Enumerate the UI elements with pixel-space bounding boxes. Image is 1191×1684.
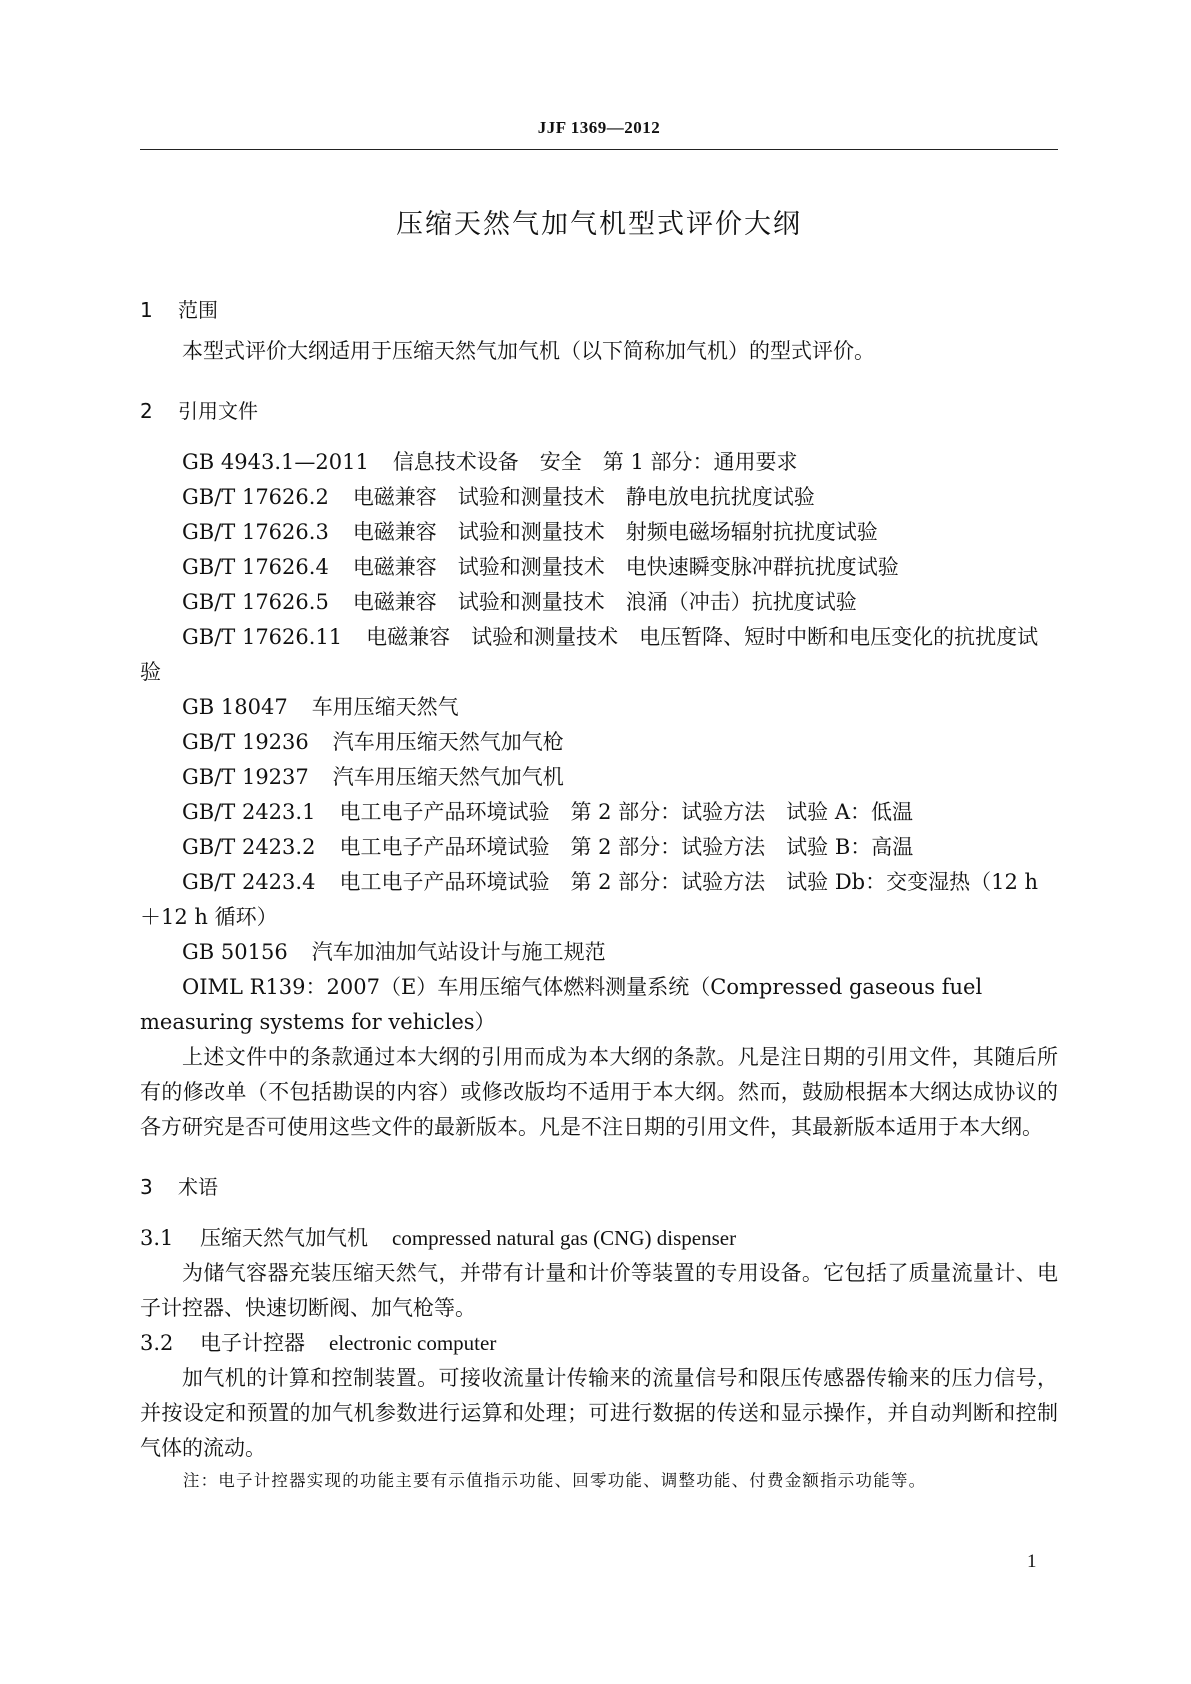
term-english: electronic computer <box>329 1331 497 1355</box>
reference-item: GB/T 17626.4 电磁兼容 试验和测量技术 电快速瞬变脉冲群抗扰度试验 <box>182 555 899 579</box>
document-title: 压缩天然气加气机型式评价大纲 <box>396 209 802 240</box>
reference-item: GB 18047 车用压缩天然气 <box>182 695 459 719</box>
section-heading-references <box>140 391 1058 435</box>
term-chinese: 压缩天然气加气机 <box>200 1226 368 1250</box>
section-number: 1 <box>140 298 153 322</box>
section-number: 2 <box>140 399 153 423</box>
standard-code-header: JJF 1369—2012 <box>537 118 661 137</box>
reference-item: GB/T 19236 汽车用压缩天然气加气枪 <box>182 730 564 754</box>
header-rule <box>140 149 1058 150</box>
document-body <box>140 290 1058 1496</box>
scope-paragraph: 本型式评价大纲适用于压缩天然气加气机（以下简称加气机）的型式评价。 <box>182 339 875 363</box>
reference-item: GB/T 2423.1 电工电子产品环境试验 第 2 部分：试验方法 试验 A：低温 <box>182 800 914 824</box>
reference-item: GB/T 17626.3 电磁兼容 试验和测量技术 射频电磁场辐射抗扰度试验 <box>182 520 878 544</box>
references-paragraph: 上述文件中的条款通过本大纲的引用而成为本大纲的条款。凡是注日期的引用文件，其随后所有的修改单（不包括勘误的内容）或修改版均不适用于本大纲。然而，鼓励根据本大纲达成协议的各方研究是否可使用这些文件的最新版本。凡是不注日期的引用文件，其最新版本适用于本大纲。 <box>140 1045 1058 1139</box>
reference-item: GB/T 17626.5 电磁兼容 试验和测量技术 浪涌（冲击）抗扰度试验 <box>182 590 857 614</box>
term-definition: 加气机的计算和控制装置。可接收流量计传输来的流量信号和限压传感器传输来的压力信号，并按设定和预置的加气机参数进行运算和处理；可进行数据的传送和显示操作，并自动判断和控制气体的流动。 <box>140 1366 1058 1460</box>
term-chinese: 电子计控器 <box>200 1331 305 1355</box>
reference-item: GB/T 17626.11 电磁兼容 试验和测量技术 电压暂降、短时中断和电压变化的抗扰度试验 <box>140 625 1039 684</box>
section-title: 引用文件 <box>178 399 258 423</box>
term-number: 3.2 <box>140 1331 174 1355</box>
reference-item: GB/T 17626.2 电磁兼容 试验和测量技术 静电放电抗扰度试验 <box>182 485 815 509</box>
term-heading <box>140 1221 1058 1256</box>
reference-item: GB 50156 汽车加油加气站设计与施工规范 <box>182 940 606 964</box>
term-note: 注：电子计控器实现的功能主要有示值指示功能、回零功能、调整功能、付费金额指示功能等。 <box>182 1471 927 1490</box>
section-heading-scope <box>140 290 1058 334</box>
reference-item: GB/T 19237 汽车用压缩天然气加气机 <box>182 765 564 789</box>
reference-item: GB 4943.1—2011 信息技术设备 安全 第 1 部分：通用要求 <box>182 450 798 474</box>
reference-item: GB/T 2423.2 电工电子产品环境试验 第 2 部分：试验方法 试验 B：高温 <box>182 835 914 859</box>
reference-item: OIML R139：2007（E）车用压缩气体燃料测量系统（Compressed gaseous fuel measuring systems for vehicles） <box>140 975 983 1034</box>
section-title: 范围 <box>178 298 218 322</box>
term-definition: 为储气容器充装压缩天然气，并带有计量和计价等装置的专用设备。它包括了质量流量计、电子计控器、快速切断阀、加气枪等。 <box>140 1261 1058 1320</box>
term-heading <box>140 1326 1058 1361</box>
term-number: 3.1 <box>140 1226 174 1250</box>
page-number: 1 <box>1027 1551 1037 1572</box>
section-number: 3 <box>140 1175 153 1199</box>
reference-item: GB/T 2423.4 电工电子产品环境试验 第 2 部分：试验方法 试验 Db：交变湿热（12 h＋12 h 循环） <box>140 870 1039 929</box>
term-english: compressed natural gas (CNG) dispenser <box>392 1226 737 1250</box>
section-heading-terms <box>140 1167 1058 1211</box>
section-title: 术语 <box>178 1175 218 1199</box>
